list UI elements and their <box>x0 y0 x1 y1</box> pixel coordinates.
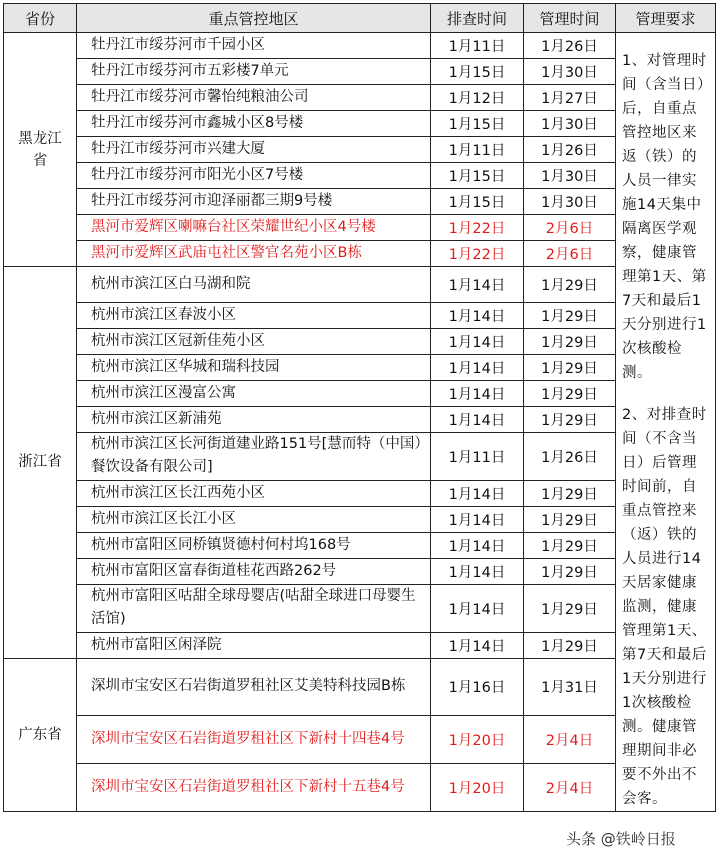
area-cell: 深圳市宝安区石岩街道罗租社区艾美特科技园B栋 <box>77 658 431 716</box>
table-row <box>4 189 716 215</box>
table-row <box>4 632 716 658</box>
table-row <box>4 764 716 812</box>
requirement-paragraph: 2、对排查时间（不含当日）后管理时间前，自重点管控来（返）铁的人员进行14天居家健康监测，健康管理第1天、第7天和最后1天分别进行1次核酸检测。健康管理期间非必要不外出不会客。 <box>622 407 707 807</box>
check-time-cell: 1月12日 <box>431 85 524 111</box>
area-cell: 杭州市富阳区闲泽院 <box>77 632 431 658</box>
manage-time-cell: 2月6日 <box>524 215 616 241</box>
area-cell: 杭州市滨江区冠新佳苑小区 <box>77 328 431 354</box>
area-cell: 牡丹江市绥芬河市千园小区 <box>77 33 431 59</box>
check-time-cell: 1月14日 <box>431 354 524 380</box>
table-row <box>4 354 716 380</box>
check-time-cell: 1月14日 <box>431 267 524 303</box>
check-time-cell: 1月11日 <box>431 432 524 480</box>
check-time-cell: 1月11日 <box>431 137 524 163</box>
table-row <box>4 328 716 354</box>
watermark: 头条 @铁岭日报 <box>566 830 676 848</box>
table-row <box>4 59 716 85</box>
area-cell: 杭州市滨江区华城和瑞科技园 <box>77 354 431 380</box>
header-row <box>4 4 716 33</box>
manage-time-cell: 2月6日 <box>524 241 616 267</box>
manage-time-cell: 1月30日 <box>524 189 616 215</box>
check-time-cell: 1月22日 <box>431 215 524 241</box>
table-row <box>4 163 716 189</box>
table-row <box>4 241 716 267</box>
table-row <box>4 584 716 632</box>
requirement-paragraph: 1、对管理时间（含当日）后，自重点管控地区来返（铁）的人员一律实施14天集中隔离医学观察，健康管理第1天、第7天和最后1天分别进行1次核酸检测。 <box>622 53 707 381</box>
manage-time-cell: 1月29日 <box>524 480 616 506</box>
header-requirement: 管理要求 <box>616 4 716 33</box>
manage-time-cell: 1月29日 <box>524 532 616 558</box>
table-row <box>4 658 716 716</box>
table-row <box>4 558 716 584</box>
area-cell: 黑河市爱辉区武庙屯社区警官名苑小区B栋 <box>77 241 431 267</box>
manage-time-cell: 1月30日 <box>524 111 616 137</box>
area-cell: 杭州市滨江区春波小区 <box>77 302 431 328</box>
manage-time-cell: 1月26日 <box>524 137 616 163</box>
manage-time-cell: 2月4日 <box>524 764 616 812</box>
manage-time-cell: 1月29日 <box>524 328 616 354</box>
check-time-cell: 1月14日 <box>431 380 524 406</box>
table-row <box>4 716 716 764</box>
header-check-time: 排查时间 <box>431 4 524 33</box>
table-row <box>4 432 716 480</box>
check-time-cell: 1月15日 <box>431 111 524 137</box>
manage-time-cell: 1月26日 <box>524 432 616 480</box>
check-time-cell: 1月22日 <box>431 241 524 267</box>
table-row <box>4 480 716 506</box>
check-time-cell: 1月20日 <box>431 764 524 812</box>
area-cell: 牡丹江市绥芬河市阳光小区7号楼 <box>77 163 431 189</box>
manage-time-cell: 1月29日 <box>524 354 616 380</box>
area-cell: 牡丹江市绥芬河市鑫城小区8号楼 <box>77 111 431 137</box>
area-cell: 牡丹江市绥芬河市馨怡纯粮油公司 <box>77 85 431 111</box>
manage-time-cell: 1月29日 <box>524 267 616 303</box>
check-time-cell: 1月14日 <box>431 328 524 354</box>
area-cell: 杭州市富阳区富春街道桂花西路262号 <box>77 558 431 584</box>
check-time-cell: 1月14日 <box>431 558 524 584</box>
area-cell: 杭州市富阳区同桥镇贤德村何村坞168号 <box>77 532 431 558</box>
area-cell: 牡丹江市绥芬河市五彩楼7单元 <box>77 59 431 85</box>
table-row <box>4 380 716 406</box>
area-cell: 杭州市滨江区漫富公寓 <box>77 380 431 406</box>
check-time-cell: 1月14日 <box>431 506 524 532</box>
table-row <box>4 532 716 558</box>
check-time-cell: 1月14日 <box>431 480 524 506</box>
table-row <box>4 215 716 241</box>
header-province: 省份 <box>4 4 77 33</box>
manage-time-cell: 1月29日 <box>524 380 616 406</box>
province-cell: 浙江省 <box>4 267 77 659</box>
manage-time-cell: 1月29日 <box>524 506 616 532</box>
check-time-cell: 1月16日 <box>431 658 524 716</box>
table-row <box>4 506 716 532</box>
area-cell: 深圳市宝安区石岩街道罗租社区下新村十四巷4号 <box>77 716 431 764</box>
table-row <box>4 85 716 111</box>
area-cell: 牡丹江市绥芬河市迎泽丽都三期9号楼 <box>77 189 431 215</box>
check-time-cell: 1月15日 <box>431 163 524 189</box>
area-cell: 杭州市滨江区长江小区 <box>77 506 431 532</box>
check-time-cell: 1月15日 <box>431 59 524 85</box>
manage-time-cell: 1月30日 <box>524 163 616 189</box>
check-time-cell: 1月14日 <box>431 302 524 328</box>
check-time-cell: 1月14日 <box>431 532 524 558</box>
area-cell: 杭州市滨江区白马湖和院 <box>77 267 431 303</box>
table-row <box>4 137 716 163</box>
area-cell: 杭州市滨江区长河街道建业路151号[慧而特（中国）餐饮设备有限公司] <box>77 432 431 480</box>
manage-time-cell: 1月29日 <box>524 584 616 632</box>
check-time-cell: 1月14日 <box>431 632 524 658</box>
header-manage-time: 管理时间 <box>524 4 616 33</box>
requirement-cell <box>616 33 716 812</box>
area-cell: 深圳市宝安区石岩街道罗租社区下新村十五巷4号 <box>77 764 431 812</box>
table-row <box>4 267 716 303</box>
check-time-cell: 1月11日 <box>431 33 524 59</box>
area-cell: 杭州市滨江区长江西苑小区 <box>77 480 431 506</box>
manage-time-cell: 1月30日 <box>524 59 616 85</box>
check-time-cell: 1月20日 <box>431 716 524 764</box>
province-cell: 黑龙江 省 <box>4 33 77 267</box>
manage-time-cell: 1月29日 <box>524 406 616 432</box>
check-time-cell: 1月14日 <box>431 406 524 432</box>
table-body <box>4 33 716 812</box>
manage-time-cell: 2月4日 <box>524 716 616 764</box>
area-cell: 杭州市滨江区新浦苑 <box>77 406 431 432</box>
table-row <box>4 406 716 432</box>
manage-time-cell: 1月27日 <box>524 85 616 111</box>
area-cell: 杭州市富阳区咕甜全球母婴店(咕甜全球进口母婴生活馆) <box>77 584 431 632</box>
header-area: 重点管控地区 <box>77 4 431 33</box>
manage-time-cell: 1月29日 <box>524 302 616 328</box>
province-cell: 广东省 <box>4 658 77 812</box>
manage-time-cell: 1月26日 <box>524 33 616 59</box>
manage-time-cell: 1月29日 <box>524 558 616 584</box>
manage-time-cell: 1月29日 <box>524 632 616 658</box>
table-row <box>4 302 716 328</box>
manage-time-cell: 1月31日 <box>524 658 616 716</box>
table-row <box>4 33 716 59</box>
check-time-cell: 1月14日 <box>431 584 524 632</box>
check-time-cell: 1月15日 <box>431 189 524 215</box>
area-cell: 黑河市爱辉区喇嘛台社区荣耀世纪小区4号楼 <box>77 215 431 241</box>
control-area-table <box>3 3 716 812</box>
area-cell: 牡丹江市绥芬河市兴建大厦 <box>77 137 431 163</box>
table-row <box>4 111 716 137</box>
